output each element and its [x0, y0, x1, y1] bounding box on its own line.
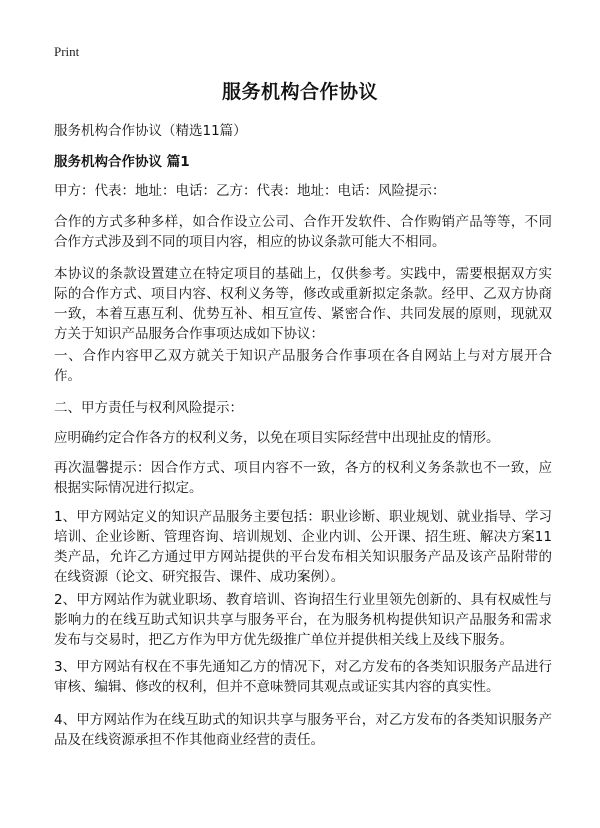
section-heading: 服务机构合作协议 篇1 [54, 154, 190, 170]
paragraph-item-3: 3、甲方网站有权在不事先通知乙方的情况下，对乙方发布的各类知识服务产品进行审核、编辑、修改的权利，但并不意味赞同其观点或证实其内容的真实性。 [54, 659, 552, 695]
paragraph-rights-note: 应明确约定合作各方的权利义务，以免在项目实际经营中出现扯皮的情形。 [54, 430, 500, 446]
paragraph-clause-1: 一、合作内容甲乙双方就关于知识产品服务合作事项在各自网站上与对方展开合作。 [54, 348, 552, 384]
paragraph-item-2: 2、甲方网站作为就业职场、教育培训、咨询招生行业里领先创新的、具有权威性与影响力的在线互助式知识共享与服务平台，在为服务机构提供知识产品服务和需求发布与交易时，把乙方作为甲方优先级推广单位并提供相关线上及线下服务。 [54, 592, 552, 648]
paragraph-reminder: 再次温馨提示：因合作方式、项目内容不一致，各方的权利义务条款也不一致，应根据实际情况进行拟定。 [54, 460, 552, 496]
print-link[interactable]: Print [54, 44, 80, 59]
paragraph-item-1: 1、甲方网站定义的知识产品服务主要包括：职业诊断、职业规划、就业指导、学习培训、企业诊断、管理咨询、培训规划、企业内训、公开课、招生班、解决方案11类产品，允许乙方通过甲方网站提供的平台发布相关知识服务产品及该产品附带的在线资源（论文、研究报告、课件、成功案例）。 [54, 509, 552, 585]
document-title: 服务机构合作协议 [221, 81, 378, 103]
paragraph-clause-2-heading: 二、甲方责任与权利风险提示： [54, 400, 243, 416]
paragraph-agreement-basis: 本协议的条款设置建立在特定项目的基础上，仅供参考。实践中，需要根据双方实际的合作方式、项目内容、权利义务等，修改或重新拟定条款。经甲、乙双方协商一致，本着互惠互利、优势互补、相互宣传、紧密合作、共同发展的原则，现就双方关于知识产品服务合作事项达成如下协议： [54, 266, 552, 342]
paragraph-item-4: 4、甲方网站作为在线互助式的知识共享与服务平台，对乙方发布的各类知识服务产品及在线资源承担不作其他商业经营的责任。 [54, 712, 552, 748]
paragraph-parties: 甲方：代表：地址：电话：乙方：代表：地址：电话：风险提示： [54, 183, 446, 199]
paragraph-cooperation-methods: 合作的方式多种多样，如合作设立公司、合作开发软件、合作购销产品等等，不同合作方式涉及到不同的项目内容，相应的协议条款可能大不相同。 [54, 214, 552, 250]
document-subtitle: 服务机构合作协议（精选11篇） [54, 123, 247, 139]
